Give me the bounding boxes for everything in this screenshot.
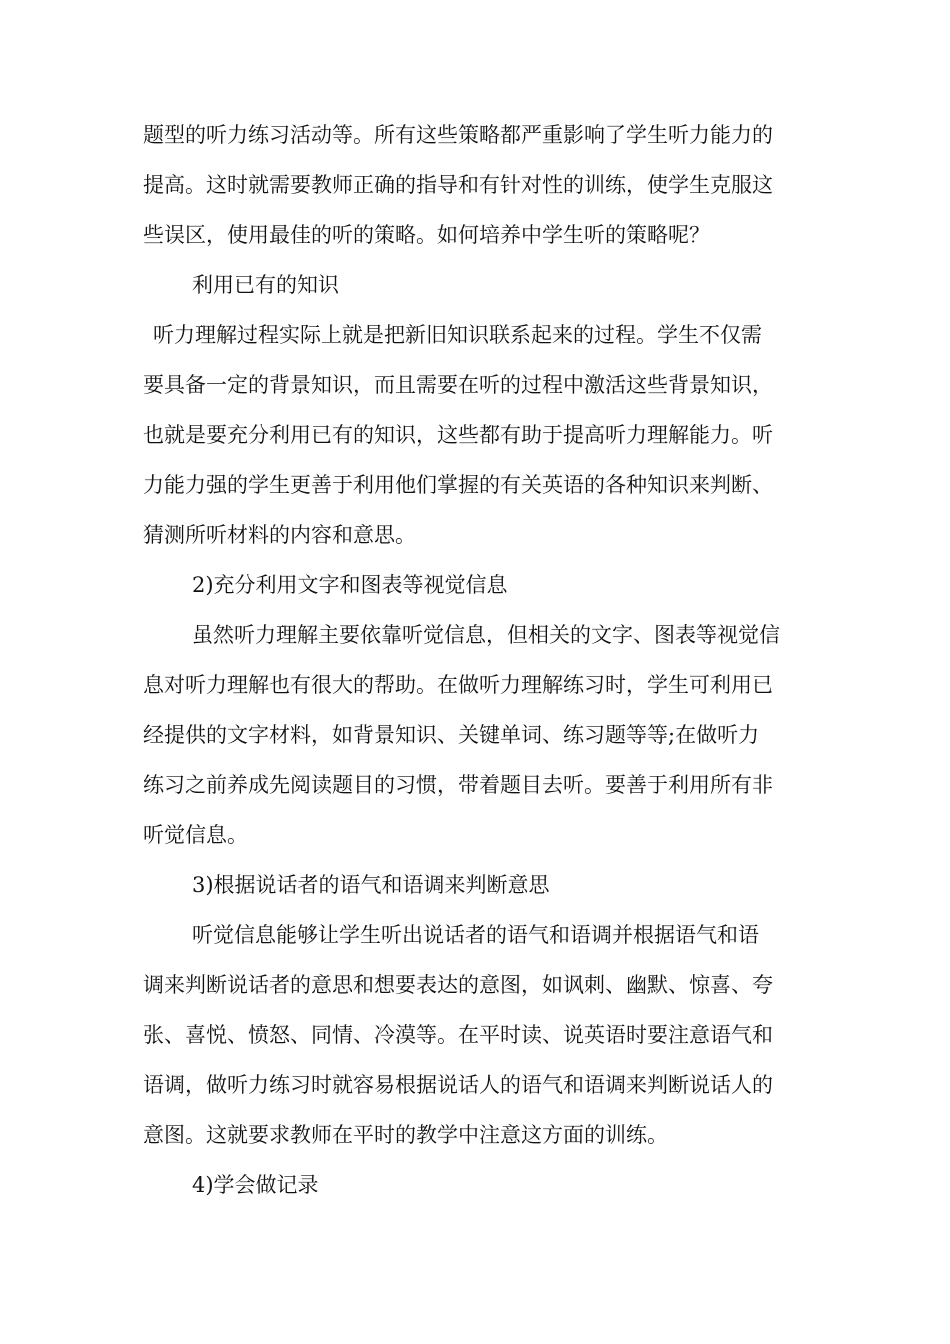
paragraph-line: 听力理解过程实际上就是把新旧知识联系起来的过程。学生不仅需 (153, 323, 762, 347)
paragraph-line: 提高。这时就需要教师正确的指导和有针对性的训练，使学生克服这 (143, 173, 773, 197)
paragraph-line: 听觉信息。 (143, 823, 248, 847)
section-heading: 2)充分利用文字和图表等视觉信息 (192, 573, 508, 597)
paragraph-line: 调来判断说话者的意思和想要表达的意图，如讽刺、幽默、惊喜、夸 (143, 973, 773, 997)
paragraph-line: 练习之前养成先阅读题目的习惯，带着题目去听。要善于利用所有非 (143, 773, 773, 797)
section-heading: 利用已有的知识 (192, 273, 339, 297)
paragraph-line: 听觉信息能够让学生听出说话者的语气和语调并根据语气和语 (192, 923, 759, 947)
paragraph-line: 要具备一定的背景知识，而且需要在听的过程中激活这些背景知识， (143, 373, 773, 397)
paragraph-line: 虽然听力理解主要依靠听觉信息，但相关的文字、图表等视觉信 (192, 623, 780, 647)
paragraph-line: 张、喜悦、愤怒、同情、冷漠等。在平时读、说英语时要注意语气和 (143, 1023, 773, 1047)
paragraph-line: 语调，做听力练习时就容易根据说话人的语气和语调来判断说话人的 (143, 1073, 773, 1097)
paragraph-line: 意图。这就要求教师在平时的教学中注意这方面的训练。 (143, 1123, 668, 1147)
paragraph-line: 力能力强的学生更善于利用他们掌握的有关英语的各种知识来判断、 (143, 473, 773, 497)
paragraph-line: 些误区，使用最佳的听的策略。如何培养中学生听的策略呢？ (143, 223, 710, 247)
paragraph-line: 题型的听力练习活动等。所有这些策略都严重影响了学生听力能力的 (143, 123, 773, 147)
section-heading: 3)根据说话者的语气和语调来判断意思 (192, 873, 550, 897)
paragraph-line: 猜测所听材料的内容和意思。 (143, 523, 416, 547)
paragraph-line: 经提供的文字材料，如背景知识、关键单词、练习题等等;在做听力 (143, 723, 760, 747)
paragraph-line: 也就是要充分利用已有的知识，这些都有助于提高听力理解能力。听 (143, 423, 773, 447)
paragraph-line: 息对听力理解也有很大的帮助。在做听力理解练习时，学生可利用已 (143, 673, 773, 697)
section-heading: 4)学会做记录 (192, 1173, 319, 1197)
